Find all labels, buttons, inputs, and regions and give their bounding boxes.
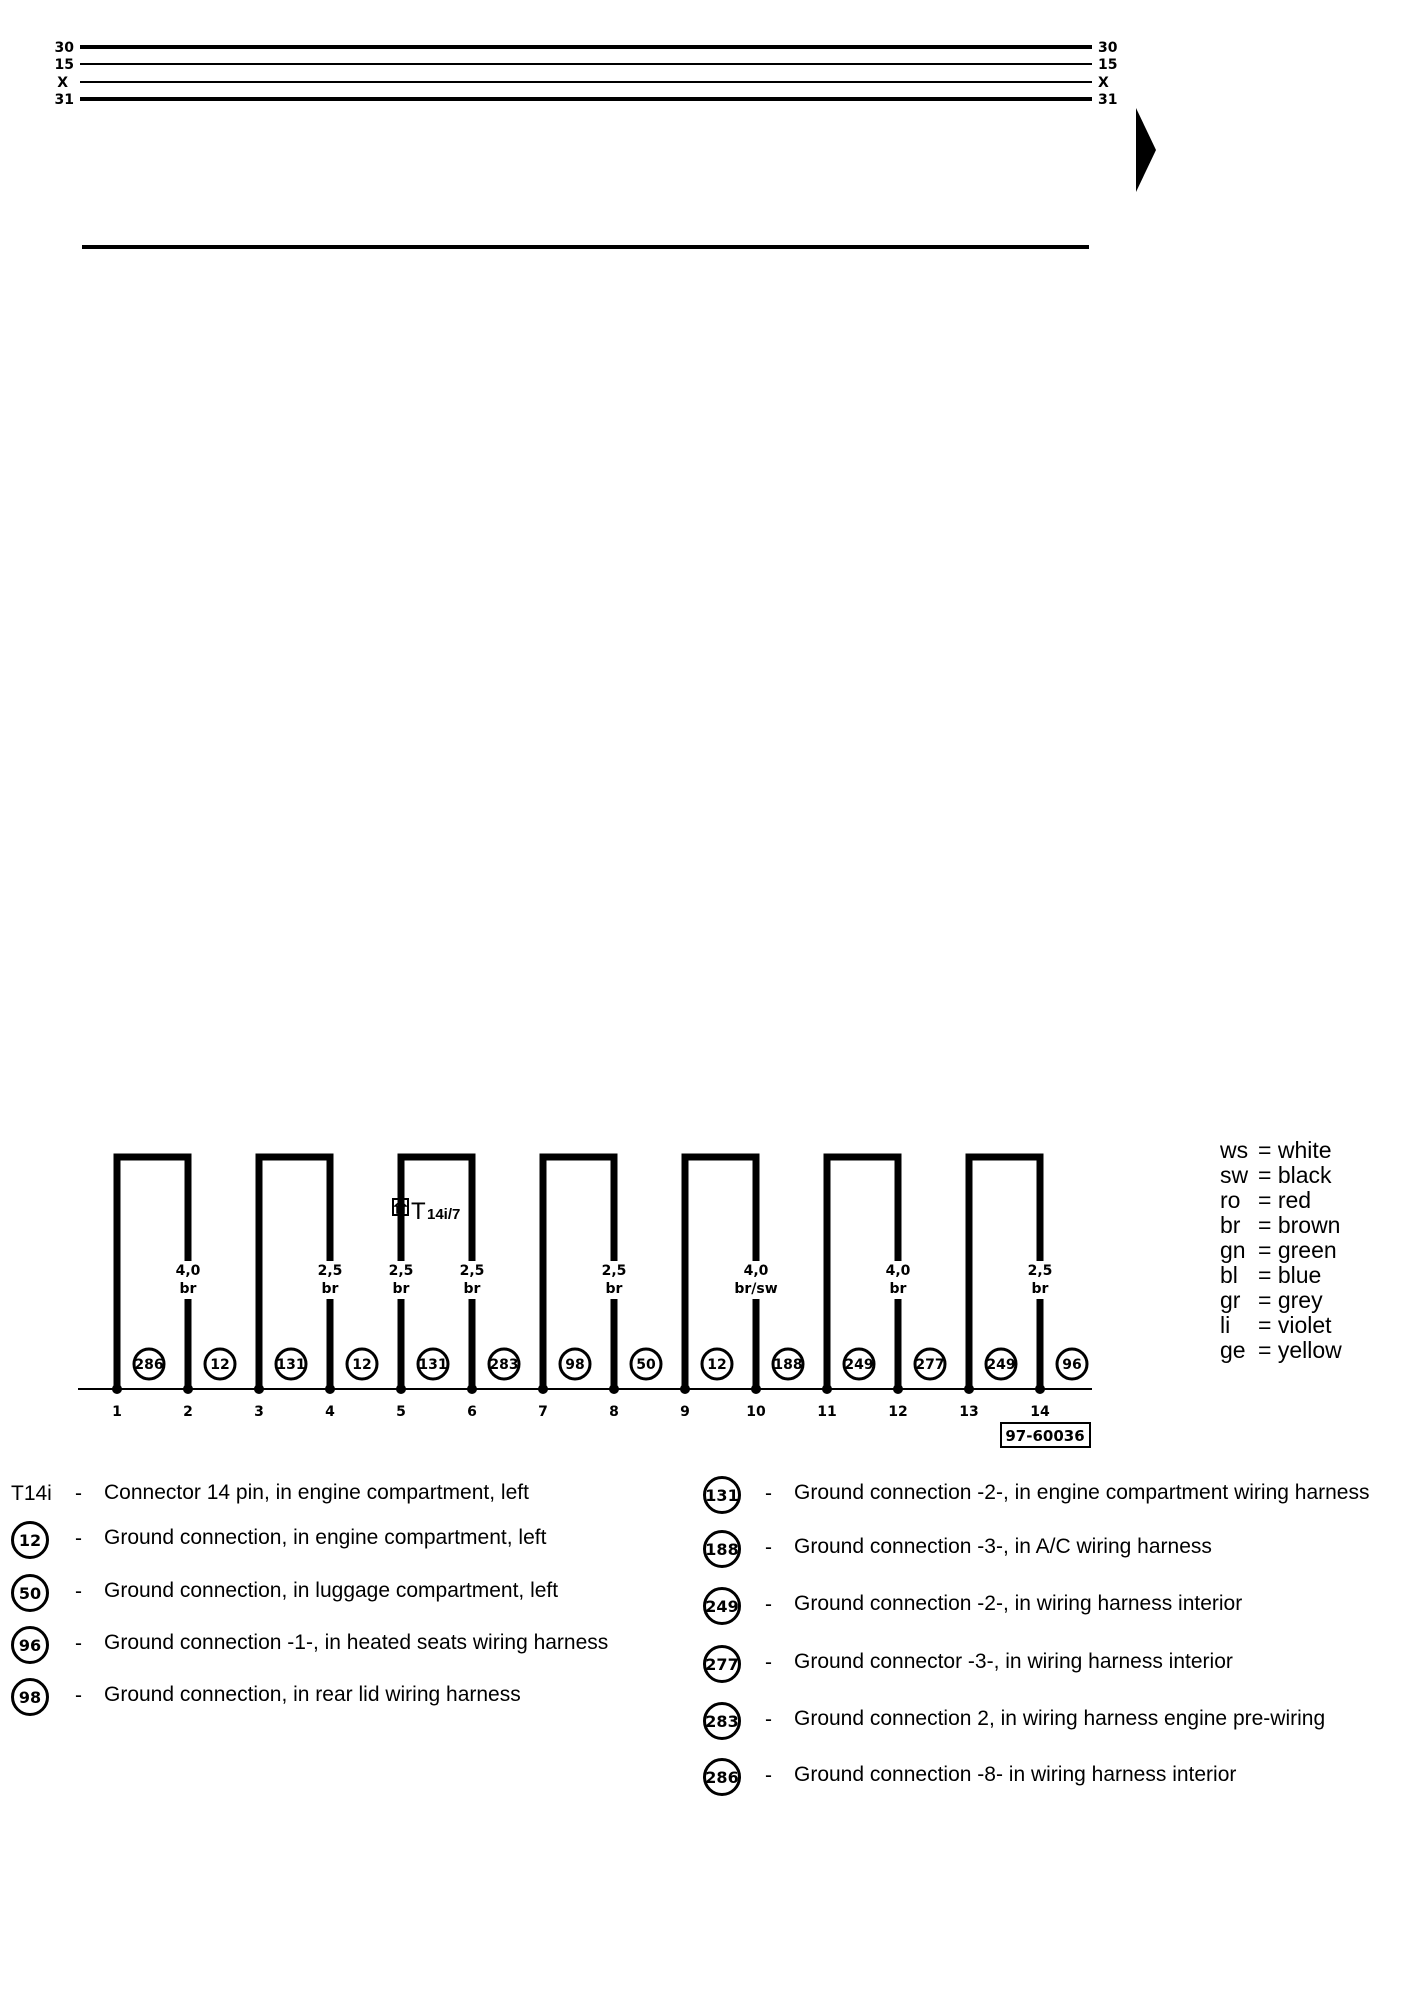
pin-label: 13: [959, 1404, 979, 1420]
ground-point-number: 12: [210, 1357, 230, 1373]
wire-gauge: 4,0: [175, 1263, 201, 1279]
legend-name: brown: [1277, 1212, 1341, 1238]
ground-point-number: 98: [565, 1357, 585, 1373]
ground-point-number: 286: [134, 1357, 164, 1373]
bus-label-right-15: 15: [1098, 57, 1118, 73]
legend-name: grey: [1277, 1287, 1323, 1313]
pin-label: 14: [1030, 1404, 1050, 1420]
color-legend: [1220, 1138, 1342, 1363]
key-description: Ground connection -1-, in heated seats wiring harness: [104, 1631, 609, 1654]
legend-name: blue: [1277, 1262, 1322, 1288]
key-dash: -: [75, 1684, 82, 1707]
key-description: Ground connection 2, in wiring harness engine pre-wiring: [794, 1707, 1326, 1730]
bus-label-left-x: X: [57, 75, 68, 91]
legend-row: [1220, 1213, 1342, 1238]
legend-equals: =: [1258, 1312, 1278, 1338]
legend-name: violet: [1277, 1312, 1332, 1338]
pin-dot: [467, 1384, 477, 1394]
key-dash: -: [75, 1632, 82, 1655]
ground-symbol: 286: [703, 1758, 741, 1796]
legend-row: [1220, 1313, 1342, 1338]
pin-label: 11: [817, 1404, 837, 1420]
legend-code: ro: [1220, 1187, 1241, 1213]
key-description: Ground connector -3-, in wiring harness interior: [794, 1650, 1233, 1673]
ground-symbol: 188: [703, 1530, 741, 1568]
legend-code: gr: [1220, 1287, 1241, 1313]
legend-equals: =: [1258, 1287, 1278, 1313]
key-dash: -: [75, 1482, 82, 1505]
ground-symbol: 50: [11, 1574, 49, 1612]
legend-name: white: [1277, 1137, 1332, 1163]
key-description: Ground connection -8- in wiring harness interior: [794, 1763, 1237, 1786]
ground-point-number: 131: [276, 1357, 306, 1373]
key-description: Ground connection, in luggage compartment, left: [104, 1579, 559, 1602]
key-dash: -: [75, 1527, 82, 1550]
key-description: Ground connection, in rear lid wiring harness: [104, 1683, 521, 1706]
ground-symbol: 12: [11, 1521, 49, 1559]
legend-code: sw: [1220, 1162, 1249, 1188]
legend-equals: =: [1258, 1187, 1278, 1213]
legend-name: green: [1277, 1237, 1337, 1263]
ground-point-number: 277: [915, 1357, 945, 1373]
pin-dot: [112, 1384, 122, 1394]
bus-label-left-15: 15: [54, 57, 74, 73]
pin-label: 10: [746, 1404, 766, 1420]
pin-dot: [751, 1384, 761, 1394]
pin-label: 1: [112, 1404, 122, 1420]
wire-color: br: [463, 1281, 481, 1297]
connector-label-main: T: [411, 1198, 426, 1225]
key-dash: -: [765, 1482, 772, 1505]
legend-code: ws: [1220, 1137, 1249, 1163]
ground-point-number: 131: [418, 1357, 448, 1373]
ground-point-number: 50: [636, 1357, 656, 1373]
ground-symbol: 283: [703, 1702, 741, 1740]
legend-equals: =: [1258, 1162, 1278, 1188]
wire-color: br: [179, 1281, 197, 1297]
pin-label: 6: [467, 1404, 477, 1420]
pin-label: 2: [183, 1404, 193, 1420]
key-description: Connector 14 pin, in engine compartment, left: [104, 1481, 529, 1504]
reference-number: 97-60036: [1005, 1427, 1085, 1445]
wire-color: br/sw: [734, 1281, 778, 1297]
ground-point-number: 12: [352, 1357, 372, 1373]
reference-box: [1001, 1423, 1090, 1447]
pin-dot: [893, 1384, 903, 1394]
legend-row: [1220, 1263, 1342, 1288]
legend-equals: =: [1258, 1262, 1278, 1288]
legend-name: black: [1277, 1162, 1332, 1188]
pin-dot: [1035, 1384, 1045, 1394]
wire-gauge: 2,5: [388, 1263, 414, 1279]
pin-label: 12: [888, 1404, 908, 1420]
key-description: Ground connection, in engine compartment, left: [104, 1526, 547, 1549]
key-dash: -: [765, 1764, 772, 1787]
wire-color: br: [605, 1281, 623, 1297]
legend-code: gn: [1220, 1237, 1246, 1263]
wire-color: br: [889, 1281, 907, 1297]
key-dash: -: [765, 1593, 772, 1616]
legend-row: [1220, 1338, 1342, 1363]
ground-point-number: 12: [707, 1357, 727, 1373]
pin-dot: [538, 1384, 548, 1394]
pin-dot: [183, 1384, 193, 1394]
connector-label-sub: 14i/7: [427, 1206, 461, 1223]
key-description: Ground connection -3-, in A/C wiring harness: [794, 1535, 1212, 1558]
pin-label: 7: [538, 1404, 548, 1420]
bus-label-right-31: 31: [1098, 92, 1118, 108]
key-dash: -: [765, 1536, 772, 1559]
pin-dot: [396, 1384, 406, 1394]
legend-name: yellow: [1277, 1337, 1342, 1363]
legend-equals: =: [1258, 1337, 1278, 1363]
legend-row: [1220, 1138, 1342, 1163]
ground-point-number: 249: [844, 1357, 874, 1373]
bus-label-right-x: X: [1098, 75, 1109, 91]
legend-row: [1220, 1188, 1342, 1213]
ground-circuit: [78, 1157, 1092, 1420]
bus-label-left-31: 31: [54, 92, 74, 108]
ground-symbol: 131: [703, 1476, 741, 1514]
legend-equals: =: [1258, 1237, 1278, 1263]
pin-label: 4: [325, 1404, 335, 1420]
pin-label: 8: [609, 1404, 619, 1420]
legend-row: [1220, 1238, 1342, 1263]
wire-gauge: 4,0: [885, 1263, 911, 1279]
pin-dot: [964, 1384, 974, 1394]
pin-dot: [680, 1384, 690, 1394]
legend-code: bl: [1220, 1262, 1238, 1288]
connector-symbol: T14i: [11, 1482, 52, 1505]
ground-symbol: 249: [703, 1587, 741, 1625]
pin-dot: [254, 1384, 264, 1394]
wire-gauge: 2,5: [459, 1263, 485, 1279]
key-dash: -: [765, 1708, 772, 1731]
wire-color: br: [321, 1281, 339, 1297]
pin-dot: [822, 1384, 832, 1394]
ground-symbol: 98: [11, 1678, 49, 1716]
continuation-arrow-icon: [1136, 108, 1156, 192]
legend-row: [1220, 1163, 1342, 1188]
pin-label: 5: [396, 1404, 406, 1420]
wire-gauge: 2,5: [317, 1263, 343, 1279]
wire-gauge: 2,5: [601, 1263, 627, 1279]
ground-point-number: 283: [489, 1357, 519, 1373]
legend-code: br: [1220, 1212, 1241, 1238]
wire-gauge: 2,5: [1027, 1263, 1053, 1279]
bus-label-right-30: 30: [1098, 40, 1118, 56]
key-description: Ground connection -2-, in wiring harness interior: [794, 1592, 1243, 1615]
wire-color: br: [1031, 1281, 1049, 1297]
key-dash: -: [75, 1580, 82, 1603]
bus-bars: [55, 40, 1118, 108]
legend-equals: =: [1258, 1212, 1278, 1238]
pin-dot: [325, 1384, 335, 1394]
key-dash: -: [765, 1651, 772, 1674]
legend-name: red: [1277, 1187, 1312, 1213]
pin-label: 9: [680, 1404, 690, 1420]
wire-gauge: 4,0: [743, 1263, 769, 1279]
wire-color: br: [392, 1281, 410, 1297]
legend-code: ge: [1220, 1337, 1246, 1363]
pin-label: 3: [254, 1404, 264, 1420]
ground-point-number: 188: [773, 1357, 803, 1373]
ground-point-number: 96: [1062, 1357, 1082, 1373]
legend-row: [1220, 1288, 1342, 1313]
ground-symbol: 96: [11, 1626, 49, 1664]
key-description: Ground connection -2-, in engine compartment wiring harness: [794, 1481, 1370, 1504]
ground-symbol: 277: [703, 1645, 741, 1683]
ground-point-number: 249: [986, 1357, 1016, 1373]
bus-label-left-30: 30: [54, 40, 74, 56]
legend-equals: =: [1258, 1137, 1278, 1163]
pin-dot: [609, 1384, 619, 1394]
legend-code: li: [1220, 1312, 1231, 1338]
